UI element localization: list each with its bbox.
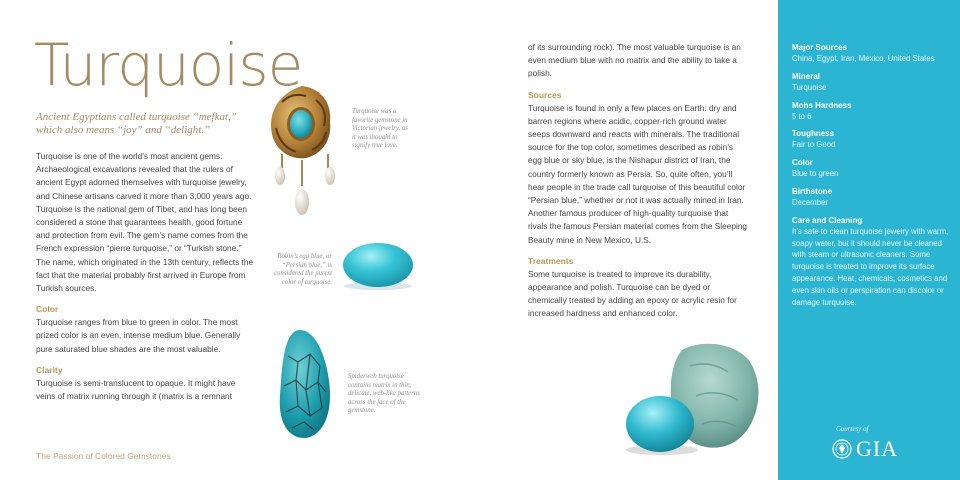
color-text: Turquoise ranges from blue to green in color. The most prized color is an even, intense medium blue. Generally pure saturated blue shades are the most valuable. (36, 317, 241, 354)
clarity-heading: Clarity (36, 364, 63, 375)
color-heading: Color (36, 304, 59, 315)
treatments-heading: Treatments (528, 255, 574, 266)
fact-label-mineral: Mineral (792, 71, 821, 81)
sources-heading: Sources (528, 89, 562, 100)
facts-list (792, 42, 950, 308)
victorian-brooch-image (262, 82, 342, 224)
gia-logo-text: GIA (856, 436, 899, 461)
robins-egg-cabochon-image (338, 240, 418, 292)
fact-value-toughness: Fair to Good (792, 140, 836, 150)
caption-spiderweb: Spiderweb turquoise contains matrix in thin, delicate, web-like patterns across the face of the gemstone. (348, 373, 420, 415)
left-column (36, 150, 254, 403)
clarity-text: Turquoise is semi-translucent to opaque. It might have veins of matrix running through it (matrix is a remnant (36, 377, 236, 402)
courtesy-label: Courtesy of (836, 425, 869, 433)
rough-and-cabochon-image (620, 336, 778, 460)
page-title: Turquoise (34, 31, 303, 99)
fact-label-care-cleaning: Care and Cleaning (792, 215, 863, 225)
caption-robins-egg: Robin’s egg blue, or “Persian blue,” is considered the purest color of turquoise. (273, 253, 332, 286)
fact-label-birthstone: Birthstone (792, 186, 832, 196)
gia-logo (832, 436, 898, 462)
fact-label-major-sources: Major Sources (792, 43, 848, 52)
footer-book-title: The Passion of Colored Gemstones (36, 451, 171, 461)
caption-victorian: Turquoise was a favorite gemstone in Victorian jewelry, as it was thought to signify true love. (352, 108, 408, 150)
fact-label-toughness: Toughness (792, 129, 835, 139)
intro-quote: Ancient Egyptians called turquoise “mefkat,” which also means “joy” and “delight.” (36, 111, 237, 136)
fact-value-care-cleaning: It’s safe to clean turquoise jewelry with warm, soapy water, but it should never be cleaned with steam or ultrasonic cleaners. Some turquoise is treated to improve its surface appearance. Heat, chemicals, cosmetics and even skin oils or perspiration can discolor or damage turquoise. (792, 226, 949, 307)
fact-value-color: Blue to green (792, 169, 839, 179)
fact-value-birthstone: December (792, 197, 828, 207)
intro-paragraph: Turquoise is one of the world’s most ancient gems. Archaeological excavations revealed that the rulers of ancient Egypt adorned themselves with turquoise jewelry, and Chinese artisans carved it more than 3,000 years ago. Turquoise is the national gem of Tibet, and has long been considered a stone that guarantees health, good fortune and protection from evil. The gem’s name comes from the French expression “pierre turquoise,” or “Turkish stone.” The name, which originated in the 13th century, reflects the fact that the material probably first arrived in Europe from Turkish sources. (36, 151, 254, 294)
treatments-text: Some turquoise is treated to improve its durability, appearance and polish. Turquoise can be dyed or chemically treated by adding an epoxy or acrylic resin for increased hardness and enhanced color. (528, 268, 737, 319)
fact-value-mineral: Turquoise (792, 82, 827, 92)
fact-label-color: Color (792, 158, 813, 168)
right-column (528, 41, 748, 321)
clarity-continued-text: of its surrounding rock). The most valuable turquoise is an even medium blue with no matrix and the ability to take a polish. (528, 42, 741, 79)
gia-emblem-icon (832, 439, 852, 459)
facts-sidebar (778, 0, 960, 480)
fact-label-mohs-hardness: Mohs Hardness (792, 100, 852, 110)
spiderweb-turquoise-image (270, 326, 340, 442)
fact-value-mohs-hardness: 5 to 6 (792, 111, 812, 121)
sources-text: Turquoise is found in only a few places on Earth: dry and barren regions where acidic, copper-rich ground water seeps downward and reacts with minerals. The traditional source for the top color, sometimes described as robin’s egg blue or sky blue, is the Nishapur district of Iran, the country formerly known as Persia. So, quite often, you’ll hear people in the trade call turquoise of this beautiful color “Persian blue,” whether or not it was actually mined in Iran. Another famous producer of high-quality turquoise that rivals the famous Persian material comes from the Sleeping Beauty mine in New Mexico, U.S. (528, 102, 748, 245)
fact-value-major-sources: China, Egypt, Iran, Mexico, United States (792, 54, 935, 63)
